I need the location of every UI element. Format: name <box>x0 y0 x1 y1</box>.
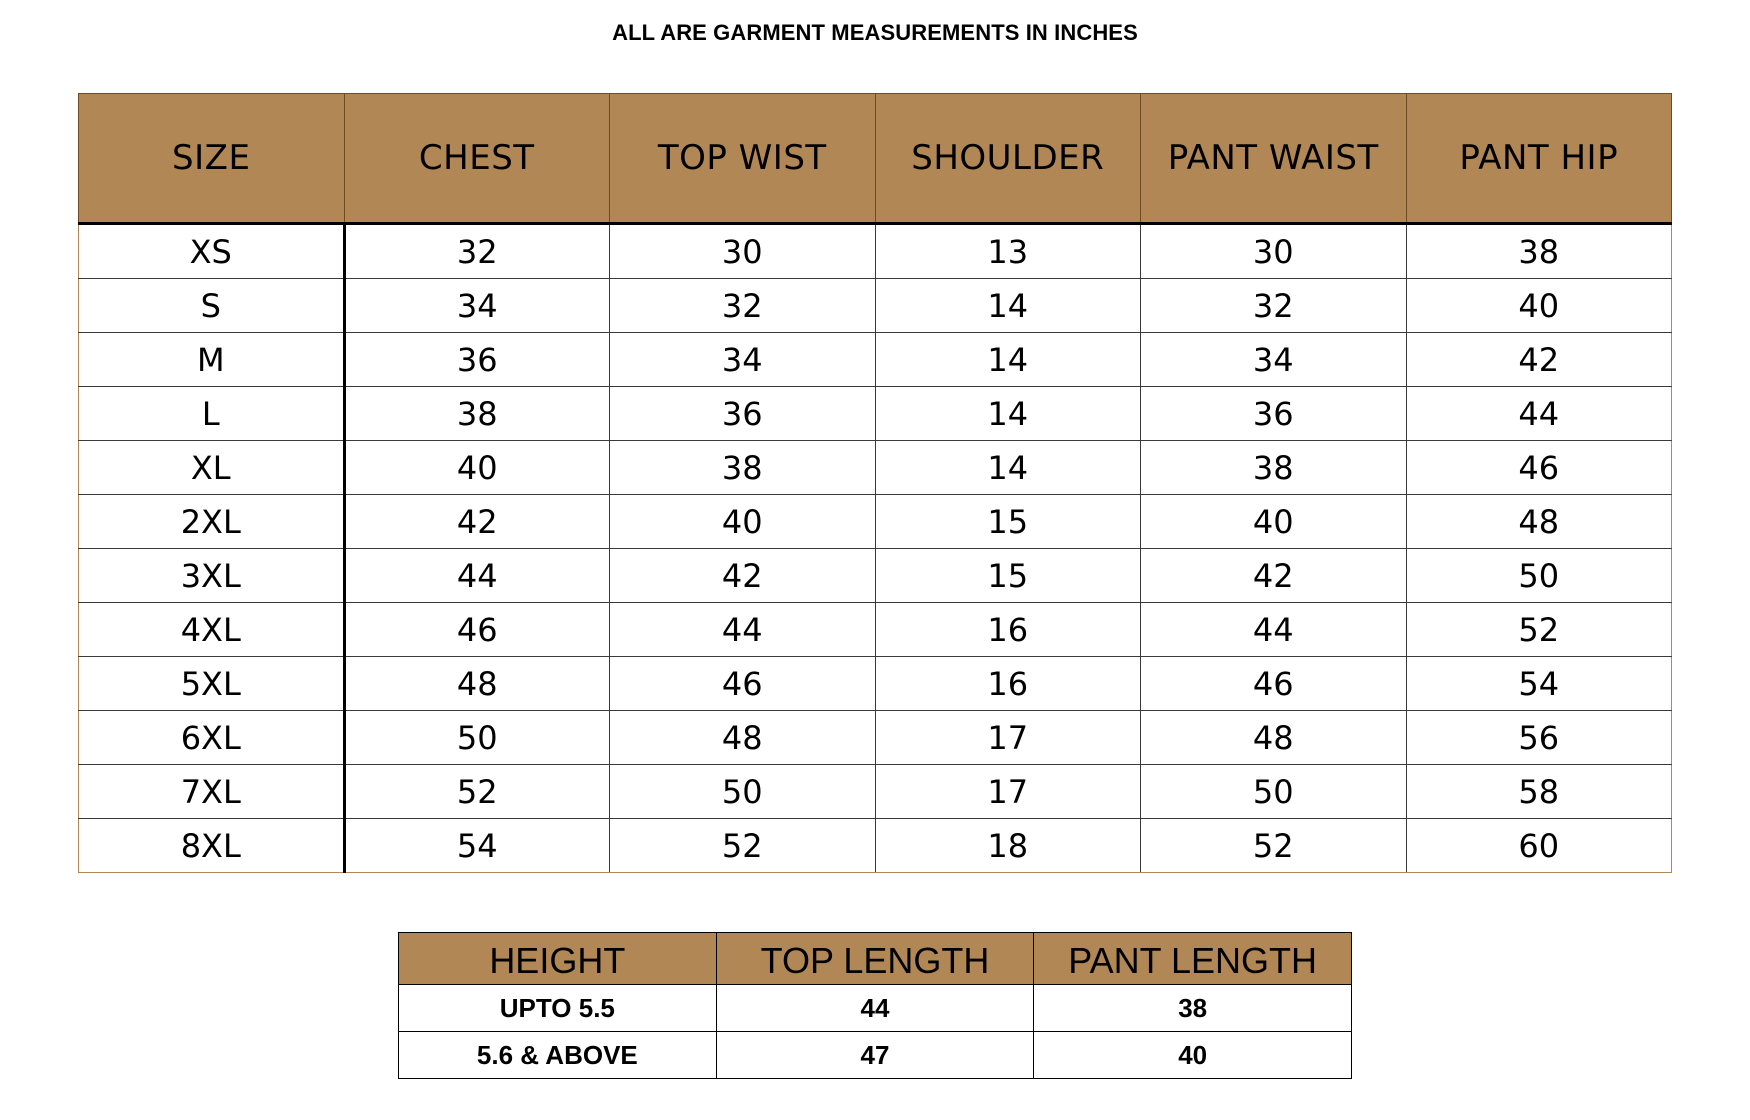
size-chart-cell-top-wist: 42 <box>610 549 876 603</box>
page-title: ALL ARE GARMENT MEASUREMENTS IN INCHES <box>612 20 1138 45</box>
size-chart-cell-chest: 44 <box>344 549 610 603</box>
size-chart-cell-shoulder: 13 <box>875 224 1141 279</box>
size-chart-cell-pant-waist: 32 <box>1141 279 1407 333</box>
length-chart-cell-height: UPTO 5.5 <box>399 985 717 1032</box>
table-row <box>399 985 1352 1032</box>
length-chart-table <box>398 932 1352 1079</box>
size-chart-header-shoulder: SHOULDER <box>875 94 1141 224</box>
size-chart-cell-shoulder: 14 <box>875 333 1141 387</box>
size-chart-cell-top-wist: 30 <box>610 224 876 279</box>
size-chart-cell-pant-hip: 44 <box>1406 387 1672 441</box>
length-chart-header-height: HEIGHT <box>399 933 717 985</box>
size-chart-cell-pant-waist: 50 <box>1141 765 1407 819</box>
size-chart-cell-pant-hip: 50 <box>1406 549 1672 603</box>
size-chart-cell-pant-waist: 44 <box>1141 603 1407 657</box>
size-chart-cell-size: 6XL <box>79 711 345 765</box>
table-row <box>79 333 1672 387</box>
size-chart-cell-pant-hip: 48 <box>1406 495 1672 549</box>
size-chart-header-top-wist: TOP WIST <box>610 94 876 224</box>
size-chart-cell-chest: 38 <box>344 387 610 441</box>
size-chart-cell-shoulder: 16 <box>875 657 1141 711</box>
table-row <box>79 765 1672 819</box>
size-chart-cell-pant-waist: 42 <box>1141 549 1407 603</box>
size-chart-cell-top-wist: 48 <box>610 711 876 765</box>
table-row <box>399 1032 1352 1079</box>
table-row <box>79 711 1672 765</box>
size-chart-table <box>78 93 1672 873</box>
size-chart-cell-top-wist: 50 <box>610 765 876 819</box>
size-chart-cell-chest: 32 <box>344 224 610 279</box>
size-chart-header-size: SIZE <box>79 94 345 224</box>
size-chart-header-pant-waist: PANT WAIST <box>1141 94 1407 224</box>
length-chart-header-row <box>399 933 1352 985</box>
table-row <box>79 224 1672 279</box>
size-chart-cell-top-wist: 44 <box>610 603 876 657</box>
size-chart-cell-size: XL <box>79 441 345 495</box>
table-row <box>79 441 1672 495</box>
length-chart-body <box>399 985 1352 1079</box>
size-chart-cell-chest: 42 <box>344 495 610 549</box>
table-row <box>79 549 1672 603</box>
size-chart-cell-chest: 54 <box>344 819 610 873</box>
size-chart-cell-top-wist: 40 <box>610 495 876 549</box>
size-chart-cell-pant-hip: 40 <box>1406 279 1672 333</box>
size-chart-cell-top-wist: 32 <box>610 279 876 333</box>
length-chart-header-pant-length: PANT LENGTH <box>1034 933 1352 985</box>
length-chart-cell-height: 5.6 & ABOVE <box>399 1032 717 1079</box>
size-chart-cell-top-wist: 52 <box>610 819 876 873</box>
length-chart-cell-pant-length: 38 <box>1034 985 1352 1032</box>
size-chart-cell-shoulder: 17 <box>875 765 1141 819</box>
size-chart-cell-pant-hip: 42 <box>1406 333 1672 387</box>
size-chart-cell-size: S <box>79 279 345 333</box>
size-chart-cell-shoulder: 14 <box>875 441 1141 495</box>
size-chart-cell-pant-hip: 52 <box>1406 603 1672 657</box>
size-chart-body <box>79 224 1672 873</box>
size-chart-cell-chest: 34 <box>344 279 610 333</box>
size-chart-cell-pant-waist: 38 <box>1141 441 1407 495</box>
length-chart-header-top-length: TOP LENGTH <box>716 933 1034 985</box>
size-chart-cell-pant-hip: 58 <box>1406 765 1672 819</box>
size-chart-cell-chest: 40 <box>344 441 610 495</box>
size-chart-cell-shoulder: 15 <box>875 495 1141 549</box>
length-chart-cell-top-length: 44 <box>716 985 1034 1032</box>
size-chart-cell-chest: 36 <box>344 333 610 387</box>
size-chart-cell-pant-hip: 38 <box>1406 224 1672 279</box>
size-chart-header-pant-hip: PANT HIP <box>1406 94 1672 224</box>
size-chart-cell-pant-hip: 54 <box>1406 657 1672 711</box>
size-chart-cell-shoulder: 14 <box>875 279 1141 333</box>
table-row <box>79 387 1672 441</box>
size-chart-cell-size: 4XL <box>79 603 345 657</box>
size-chart-cell-pant-waist: 40 <box>1141 495 1407 549</box>
size-chart-cell-size: 8XL <box>79 819 345 873</box>
table-row <box>79 819 1672 873</box>
table-row <box>79 495 1672 549</box>
size-chart-cell-pant-hip: 60 <box>1406 819 1672 873</box>
size-chart-cell-top-wist: 34 <box>610 333 876 387</box>
size-chart-cell-top-wist: 36 <box>610 387 876 441</box>
size-chart-header-chest: CHEST <box>344 94 610 224</box>
length-chart-cell-pant-length: 40 <box>1034 1032 1352 1079</box>
size-chart-cell-shoulder: 17 <box>875 711 1141 765</box>
size-chart-cell-top-wist: 46 <box>610 657 876 711</box>
size-chart-cell-chest: 50 <box>344 711 610 765</box>
size-chart-cell-shoulder: 15 <box>875 549 1141 603</box>
size-chart-cell-pant-hip: 56 <box>1406 711 1672 765</box>
size-chart-cell-size: 5XL <box>79 657 345 711</box>
size-chart-cell-chest: 52 <box>344 765 610 819</box>
size-chart-cell-chest: 46 <box>344 603 610 657</box>
table-row <box>79 279 1672 333</box>
size-chart-cell-shoulder: 14 <box>875 387 1141 441</box>
size-chart-cell-top-wist: 38 <box>610 441 876 495</box>
size-chart-cell-pant-waist: 30 <box>1141 224 1407 279</box>
size-chart-cell-size: 7XL <box>79 765 345 819</box>
size-chart-cell-pant-hip: 46 <box>1406 441 1672 495</box>
size-chart-cell-size: L <box>79 387 345 441</box>
size-chart-cell-shoulder: 18 <box>875 819 1141 873</box>
table-row <box>79 603 1672 657</box>
size-chart-cell-size: M <box>79 333 345 387</box>
size-chart-cell-chest: 48 <box>344 657 610 711</box>
size-chart-cell-pant-waist: 52 <box>1141 819 1407 873</box>
size-chart-cell-pant-waist: 36 <box>1141 387 1407 441</box>
table-row <box>79 657 1672 711</box>
size-chart-cell-shoulder: 16 <box>875 603 1141 657</box>
size-chart-cell-size: XS <box>79 224 345 279</box>
size-chart-cell-pant-waist: 48 <box>1141 711 1407 765</box>
size-chart-cell-size: 3XL <box>79 549 345 603</box>
size-chart-cell-pant-waist: 46 <box>1141 657 1407 711</box>
size-chart-cell-pant-waist: 34 <box>1141 333 1407 387</box>
length-chart-cell-top-length: 47 <box>716 1032 1034 1079</box>
size-chart-header-row <box>79 94 1672 224</box>
size-chart-cell-size: 2XL <box>79 495 345 549</box>
